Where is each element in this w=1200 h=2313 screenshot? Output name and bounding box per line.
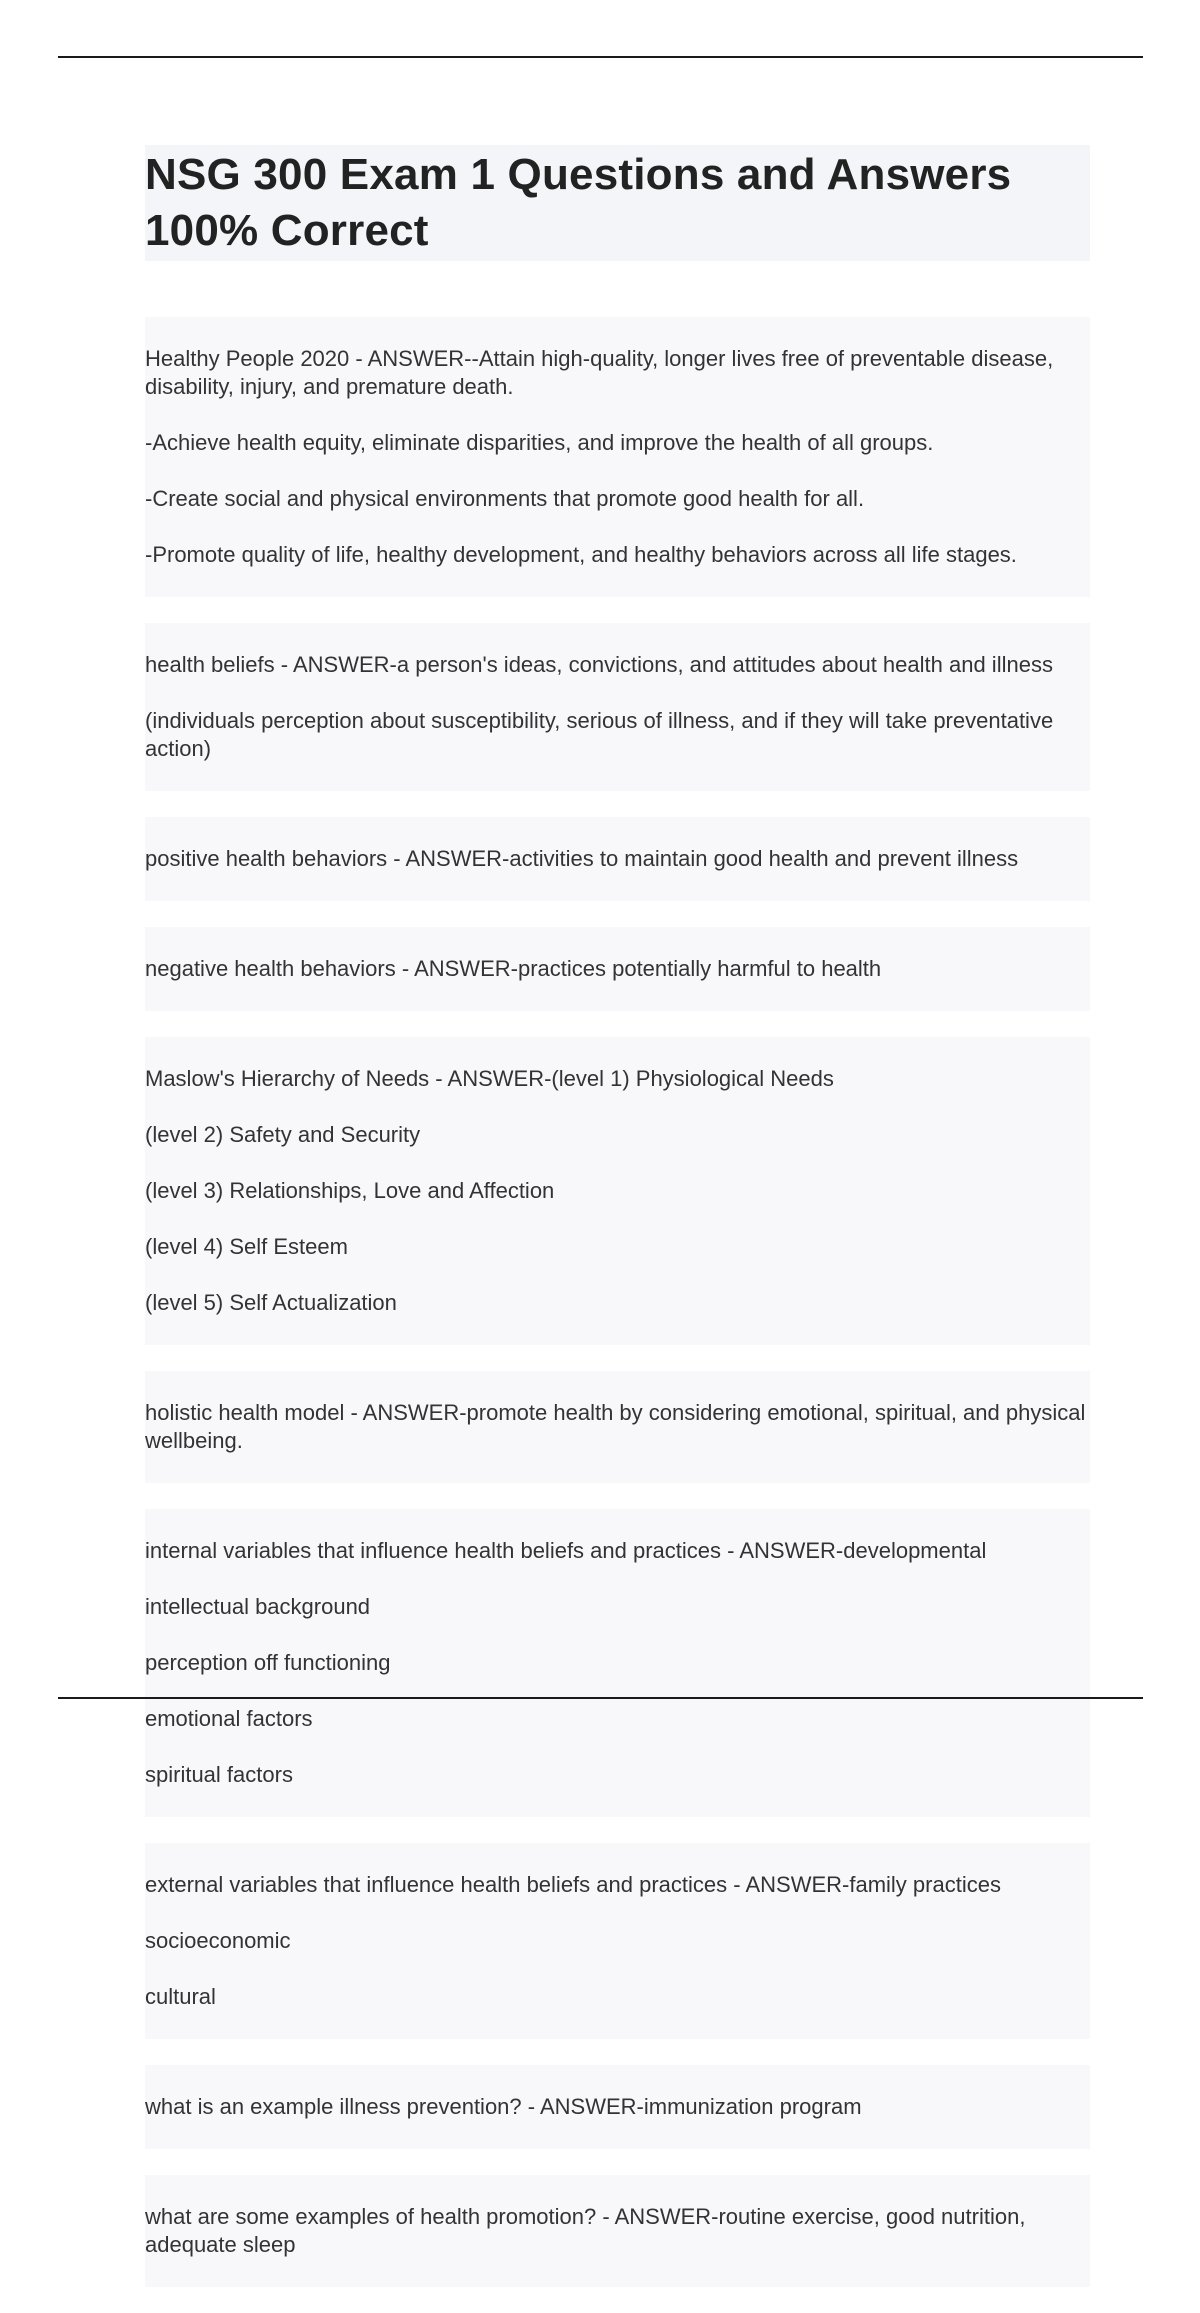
qa-line: internal variables that influence health beliefs and practices - ANSWER-developmental bbox=[145, 1538, 987, 1563]
qa-line: holistic health model - ANSWER-promote health by considering emotional, spiritual, and physical wellbeing. bbox=[145, 1400, 1086, 1453]
qa-line: what is an example illness prevention? - ANSWER-immunization program bbox=[145, 2094, 862, 2119]
qa-line: negative health behaviors - ANSWER-practices potentially harmful to health bbox=[145, 956, 882, 981]
qa-line: (level 5) Self Actualization bbox=[145, 1290, 397, 1315]
qa-line: (level 4) Self Esteem bbox=[145, 1234, 348, 1259]
qa-line: -Achieve health equity, eliminate disparities, and improve the health of all groups. bbox=[145, 430, 934, 455]
document-body bbox=[145, 145, 1090, 2313]
qa-list bbox=[145, 317, 1090, 2287]
qa-line: cultural bbox=[145, 1984, 216, 2009]
qa-item-health-promotion bbox=[145, 2175, 1090, 2287]
qa-line: -Promote quality of life, healthy development, and healthy behaviors across all life stages. bbox=[145, 542, 1017, 567]
qa-line: -Create social and physical environments that promote good health for all. bbox=[145, 486, 865, 511]
qa-item-healthy-people-2020 bbox=[145, 317, 1090, 597]
qa-line: external variables that influence health beliefs and practices - ANSWER-family practices bbox=[145, 1872, 1001, 1897]
qa-item-negative-health-behaviors bbox=[145, 927, 1090, 1011]
bottom-rule bbox=[58, 1697, 1143, 1699]
qa-line: (level 3) Relationships, Love and Affection bbox=[145, 1178, 555, 1203]
top-rule bbox=[58, 56, 1143, 58]
document-title: NSG 300 Exam 1 Questions and Answers 100% Correct bbox=[145, 145, 1090, 261]
qa-item-health-beliefs bbox=[145, 623, 1090, 791]
qa-item-illness-prevention bbox=[145, 2065, 1090, 2149]
qa-line: positive health behaviors - ANSWER-activities to maintain good health and prevent illness bbox=[145, 846, 1019, 871]
qa-line: health beliefs - ANSWER-a person's ideas, convictions, and attitudes about health and illness bbox=[145, 652, 1053, 677]
qa-line: intellectual background bbox=[145, 1594, 371, 1619]
qa-line: Healthy People 2020 - ANSWER--Attain high-quality, longer lives free of preventable disease, disability, injury, and premature death. bbox=[145, 346, 1054, 399]
qa-item-external-variables bbox=[145, 1843, 1090, 2039]
qa-item-positive-health-behaviors bbox=[145, 817, 1090, 901]
qa-line: spiritual factors bbox=[145, 1762, 293, 1787]
qa-line: (individuals perception about susceptibility, serious of illness, and if they will take preventative action) bbox=[145, 708, 1054, 761]
qa-line: Maslow's Hierarchy of Needs - ANSWER-(level 1) Physiological Needs bbox=[145, 1066, 834, 1091]
qa-line: emotional factors bbox=[145, 1706, 313, 1731]
qa-line: perception off functioning bbox=[145, 1650, 391, 1675]
qa-line: socioeconomic bbox=[145, 1928, 291, 1953]
qa-line: (level 2) Safety and Security bbox=[145, 1122, 421, 1147]
qa-item-holistic-health-model bbox=[145, 1371, 1090, 1483]
qa-item-maslow bbox=[145, 1037, 1090, 1345]
qa-item-internal-variables bbox=[145, 1509, 1090, 1817]
qa-line: what are some examples of health promotion? - ANSWER-routine exercise, good nutrition, adequate sleep bbox=[145, 2204, 1026, 2257]
